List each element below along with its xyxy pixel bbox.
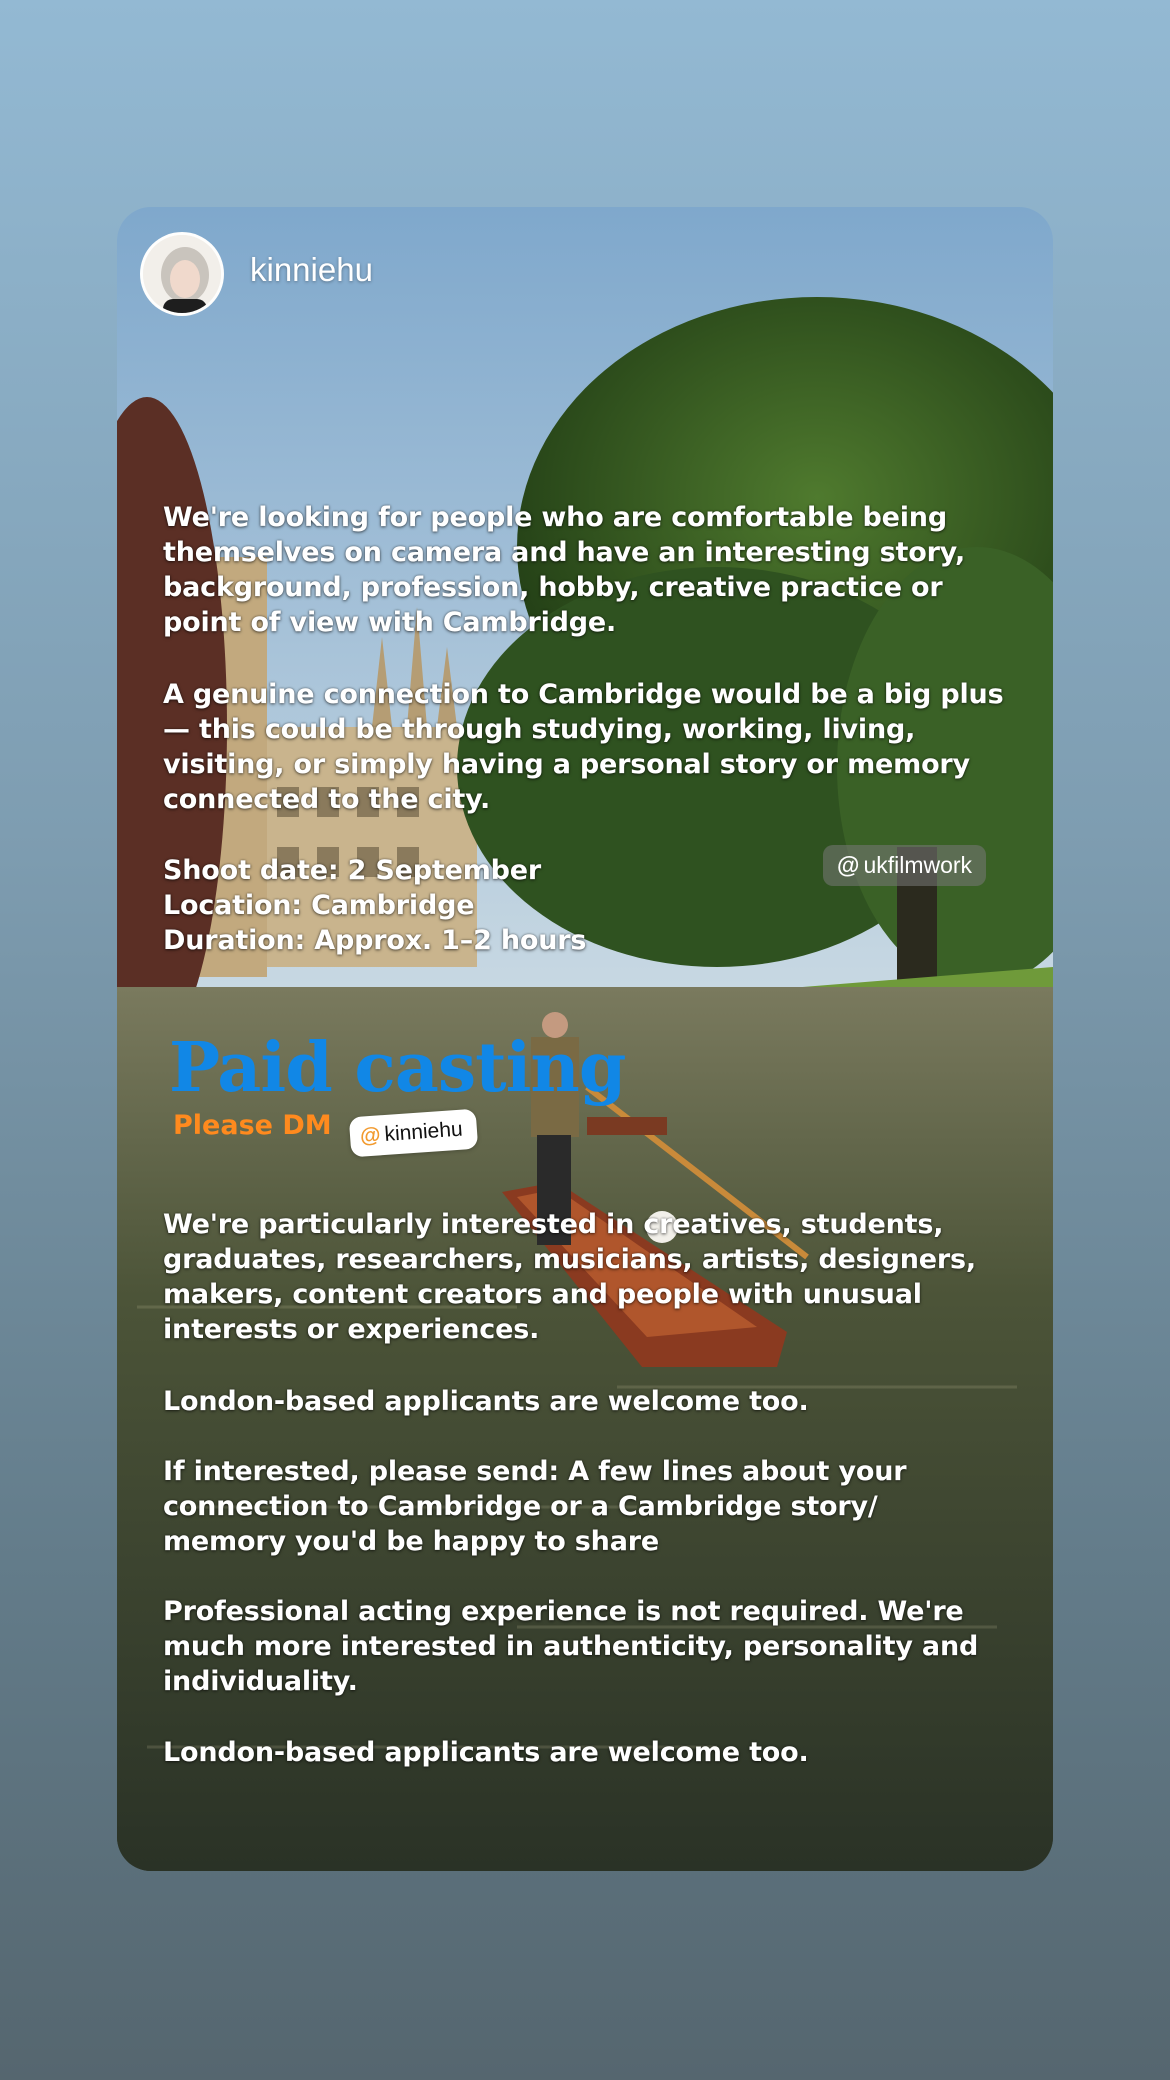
avatar[interactable] — [140, 232, 224, 316]
london-welcome-2: London-based applicants are welcome too. — [163, 1737, 809, 1768]
mention-label: ukfilmwork — [863, 852, 973, 878]
mention-sticker-ukfilmwork[interactable] — [823, 845, 986, 886]
send-instructions: If interested, please send: A few lines about your connection to Cambridge or a Cambridge story/ memory you'd be happy to share — [163, 1456, 907, 1557]
at-sign-icon: @ — [837, 852, 860, 878]
london-welcome-1: London-based applicants are welcome too. — [163, 1386, 809, 1417]
acting-paragraph: Professional acting experience is not required. We're much more interested in authenticity, personality and individuality. — [163, 1596, 979, 1697]
story-username[interactable]: kinniehu — [250, 251, 373, 288]
intro-paragraph: We're looking for people who are comfortable being themselves on camera and have an interesting story, background, profession, hobby, creative practice or point of view with Cambridge. — [163, 502, 966, 638]
at-sign-icon: @ — [359, 1123, 382, 1148]
headline-paid-casting: Paid casting — [169, 1028, 626, 1108]
interests-paragraph: We're particularly interested in creatives, students, graduates, researchers, musicians, artists, designers, makers, content creators and people with unusual interests or experiences. — [163, 1209, 976, 1345]
shoot-details: Shoot date: 2 September Location: Cambridge Duration: Approx. 1–2 hours — [163, 855, 587, 956]
connection-paragraph: A genuine connection to Cambridge would be a big plus — this could be through studying, working, living, visiting, or simply having a personal story or memory connected to the city. — [163, 679, 1004, 815]
story-card[interactable] — [117, 207, 1053, 1871]
mention-label: kinniehu — [383, 1117, 464, 1146]
please-dm-label: Please DM — [173, 1110, 332, 1141]
